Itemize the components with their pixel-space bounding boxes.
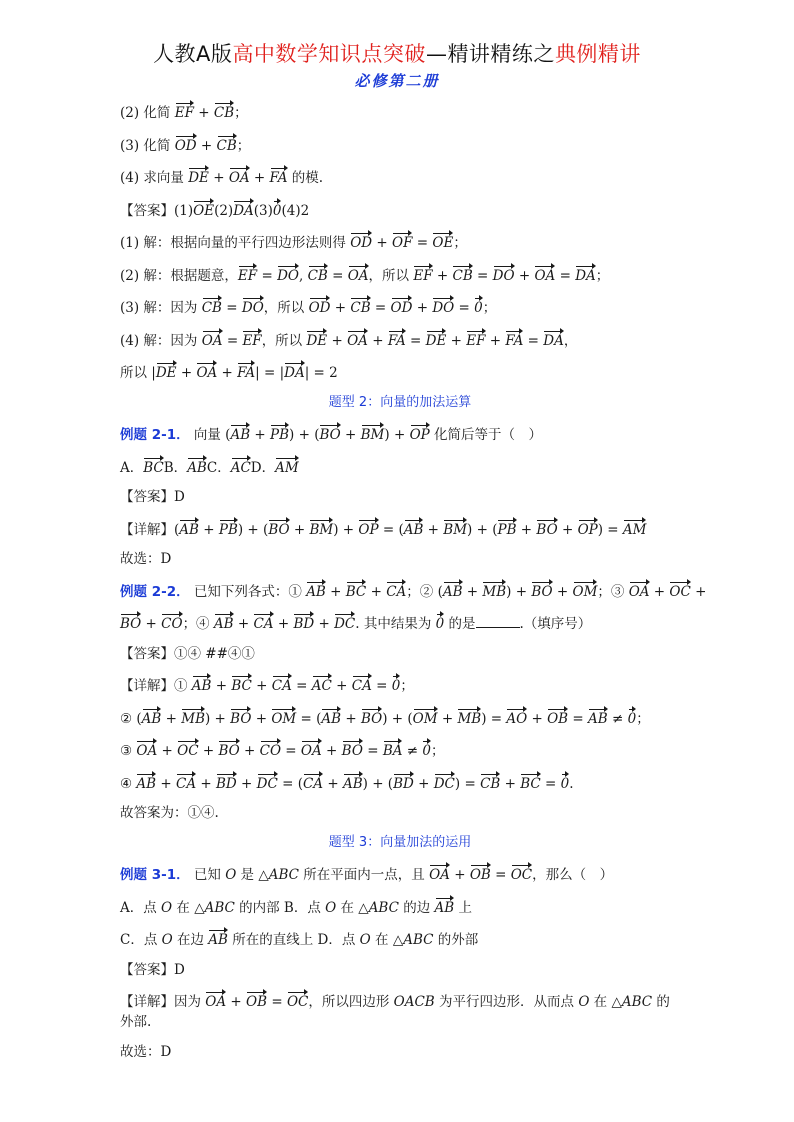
section-heading-type2: 题型 2：向量的加法运算	[328, 394, 472, 410]
solution-1: (1) 解：根据向量的平行四边形法则得 OD + OF = OE；	[120, 230, 680, 253]
answer-2-2-final: 故答案为：①④.	[120, 805, 219, 821]
header-title	[0, 40, 794, 68]
example-2-1: 例题 2-1． 向量 (AB + PB) + (BO + BM) + OP 化简后等于（ ）	[120, 422, 680, 445]
question-3: (3) 化简 OD + CB；	[120, 133, 680, 156]
detail-3-1: 【详解】因为 OA + OB = OC，所以四边形 OACB 为平行四边形．从而点 O 在 △ABC 的外部.	[120, 989, 680, 1032]
detail-2-1: 【详解】(AB + PB) + (BO + BM) + OP = (AB + BM) + (PB + BO + OP) = AM	[120, 517, 680, 540]
example-3-1-label: 例题 3-1．	[120, 867, 190, 883]
section-heading-type3: 题型 3：向量加法的运用	[328, 834, 472, 850]
example-2-2-label: 例题 2-2．	[120, 583, 190, 600]
answer-2-1: 【答案】D	[120, 489, 185, 505]
detail-2-2-b: ② (AB + MB) + BO + OM = (AB + BO) + (OM + MB) = AO + OB = AB ≠ 0；	[120, 706, 680, 729]
example-3-1: 例题 3-1． 已知 O 是 △ABC 所在平面内一点，且 OA + OB = OC，那么（ ）	[120, 862, 680, 885]
detail-2-2-d: ④ AB + CA + BD + DC = (CA + AB) + (BD + DC) = CB + BC = 0.	[120, 771, 680, 794]
solution-4: (4) 解：因为 OA = EF，所以 DE + OA + FA = DE + EF + FA = DA，	[120, 328, 680, 351]
solution-3: (3) 解：因为 CB = DO，所以 OD + CB = OD + DO = 0；	[120, 295, 680, 318]
solution-2: (2) 解：根据题意，EF = DO, CB = OA，所以 EF + CB = DO + OA = DA；	[120, 263, 680, 286]
header-subtitle: 必修第二册	[354, 72, 440, 90]
answer-1: 【答案】(1)OE(2)DA(3)0(4)2	[120, 198, 680, 221]
header-title-part3: —精讲精练之	[425, 42, 555, 66]
solution-4-modulus: 所以 |DE + OA + FA| = |DA| = 2	[120, 360, 680, 383]
answer-blank	[476, 615, 520, 628]
header-title-part4: 典例精讲	[554, 42, 641, 66]
example-2-1-label: 例题 2-1．	[120, 427, 190, 443]
example-2-2: 例题 2-2． 已知下列各式：① AB + BC + CA；② (AB + MB) + BO + OM；③ OA + OC +	[120, 579, 680, 602]
example-2-1-options: A．BCB．ABC．ACD．AM	[120, 455, 680, 478]
choice-2-1: 故选：D	[120, 551, 172, 567]
header-title-part1: 人教A版	[153, 42, 233, 66]
document-body	[120, 100, 707, 1071]
detail-2-2-a: 【详解】① AB + BC + CA = AC + CA = 0；	[120, 673, 680, 696]
question-2: (2) 化简 EF + CB；	[120, 100, 680, 123]
choice-3-1: 故选：D	[120, 1043, 172, 1060]
example-3-1-options-ab: A．点 O 在 △ABC 的内部 B．点 O 在 △ABC 的边 AB 上	[120, 895, 680, 918]
answer-3-1: 【答案】D	[120, 961, 185, 978]
detail-2-2-c: ③ OA + OC + BO + CO = OA + BO = BA ≠ 0；	[120, 738, 680, 761]
page-header	[0, 40, 794, 91]
header-title-part2: 高中数学知识点突破	[232, 42, 426, 66]
answer-2-2: 【答案】①④ ##④①	[120, 645, 255, 662]
example-2-2-cont: BO + CO；④ AB + CA + BD + DC. 其中结果为 0 的是 .（填序号）	[120, 611, 680, 634]
question-4: (4) 求向量 DE + OA + FA 的模.	[120, 165, 680, 188]
example-3-1-options-cd: C．点 O 在边 AB 所在的直线上 D．点 O 在 △ABC 的外部	[120, 927, 680, 950]
